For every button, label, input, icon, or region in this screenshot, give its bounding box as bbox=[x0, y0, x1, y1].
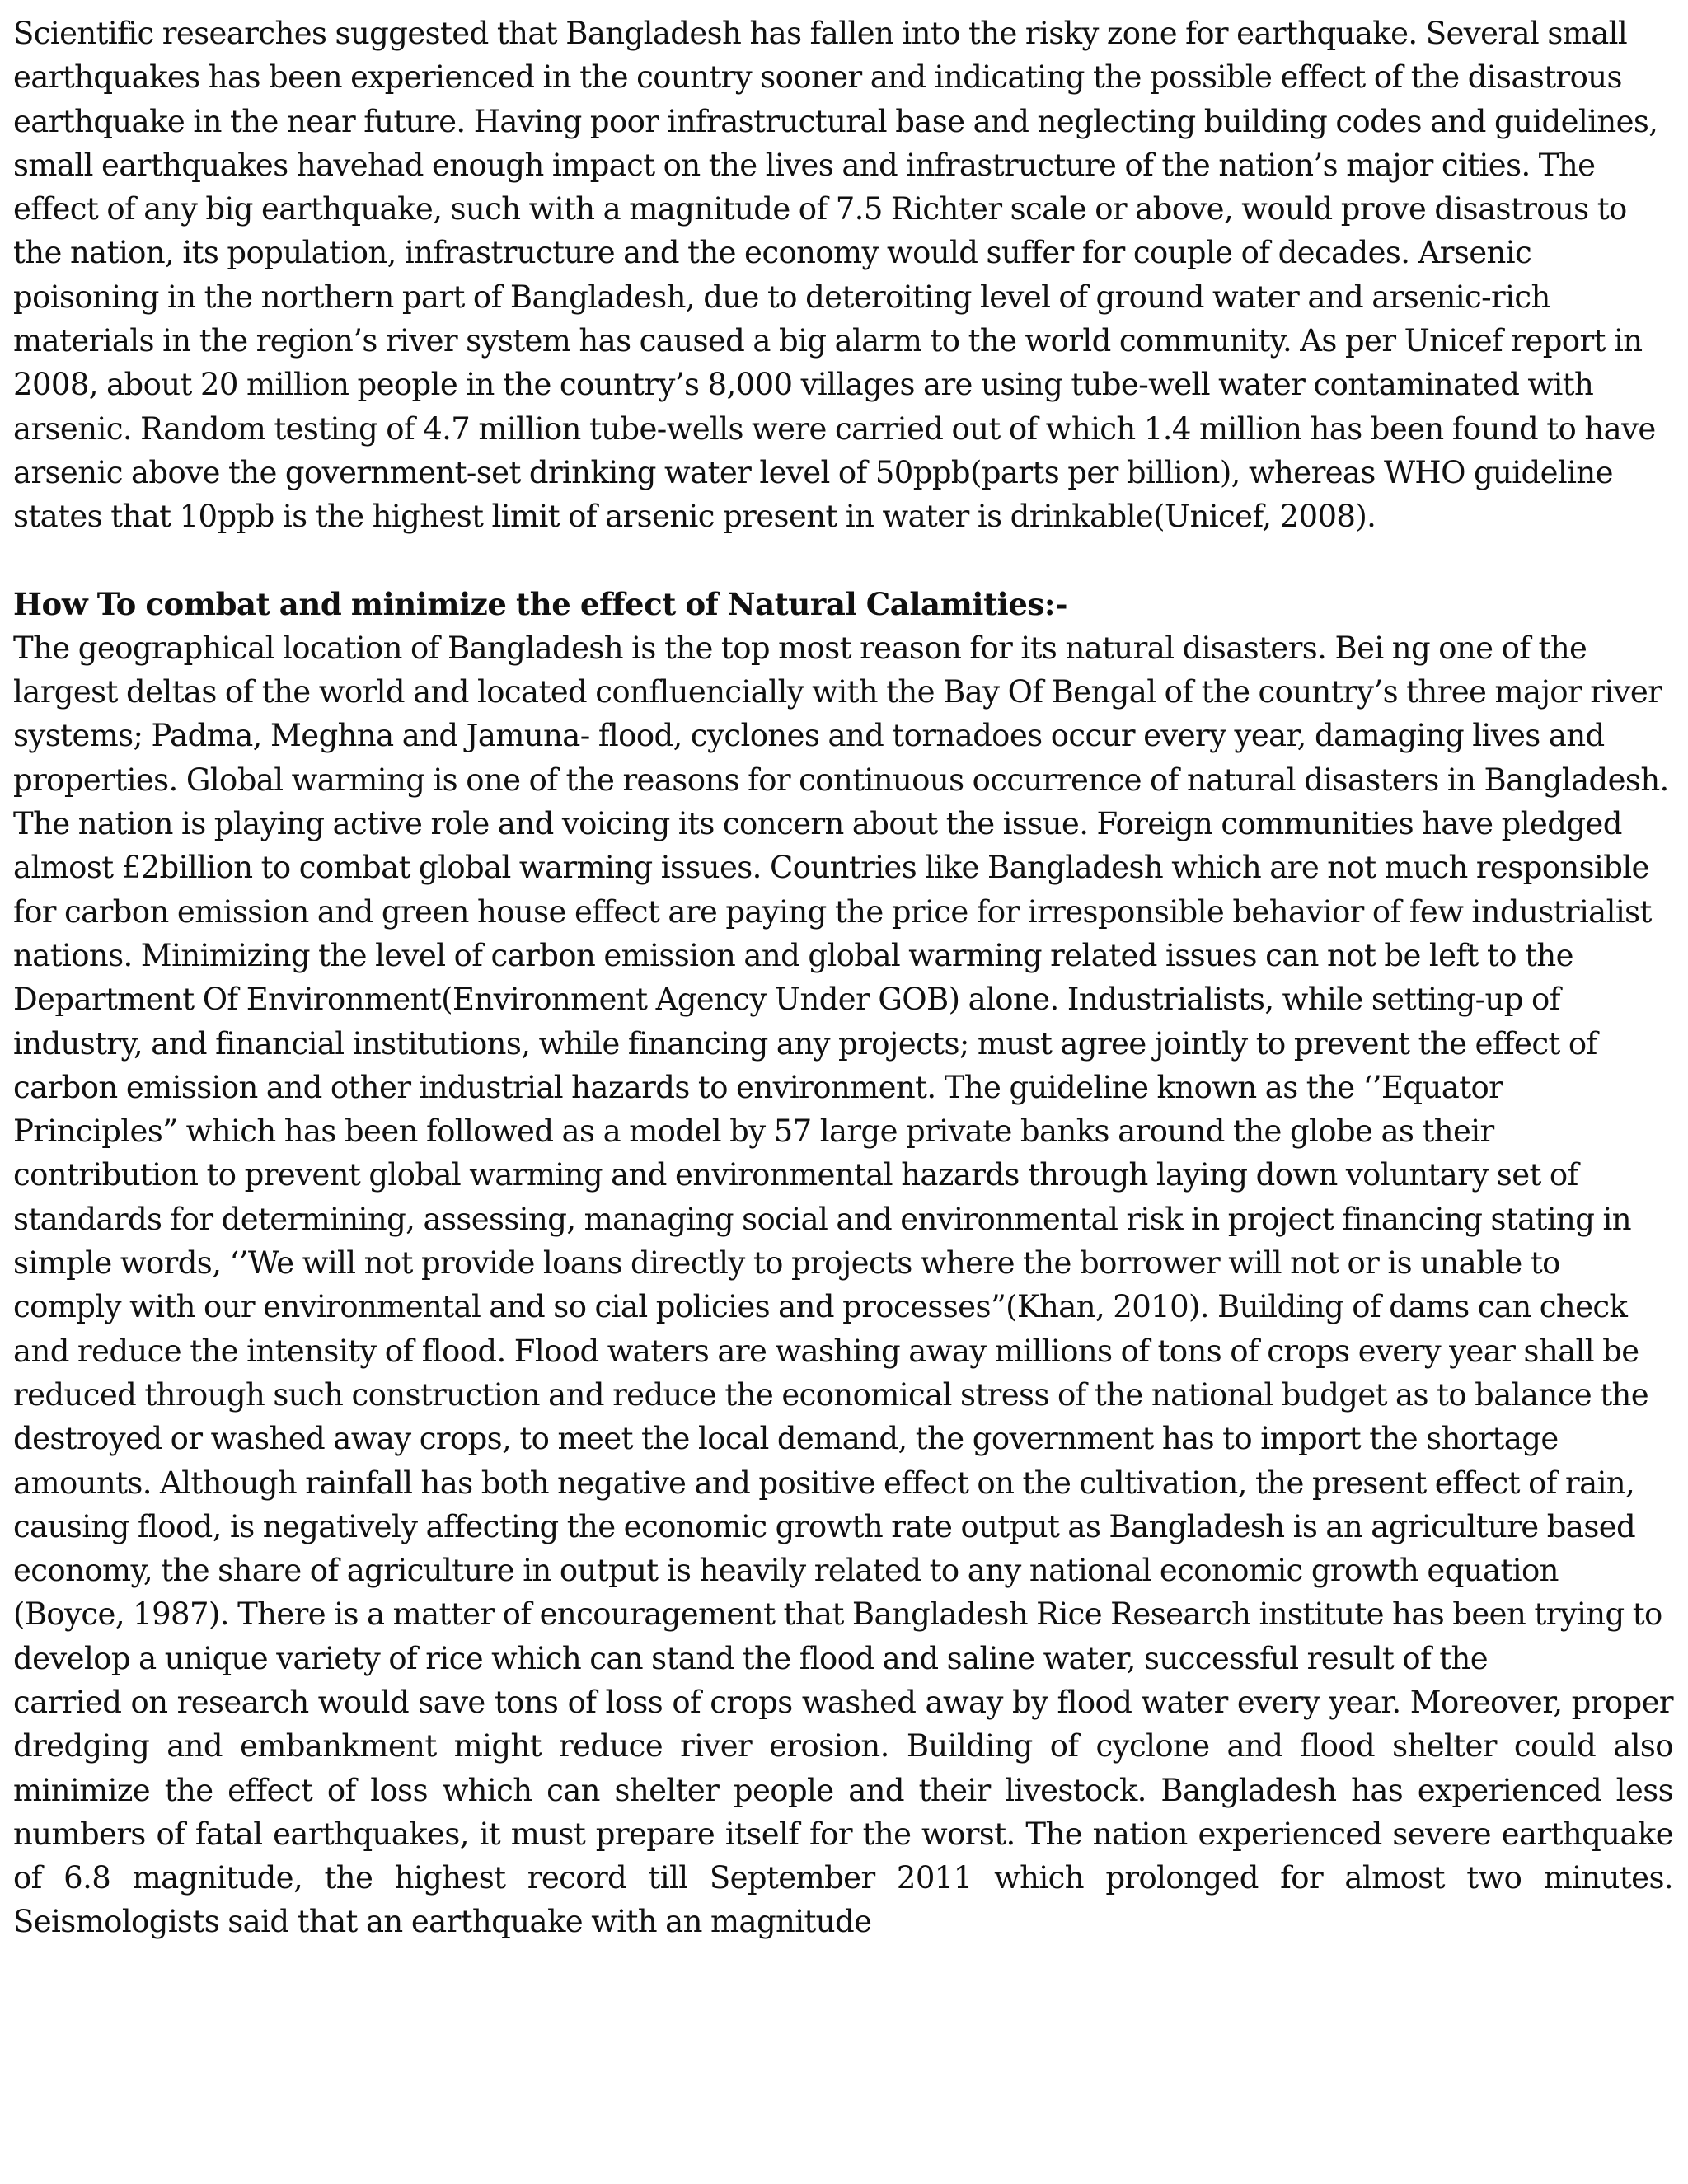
document-page bbox=[13, 12, 1673, 1944]
paragraph-combat-calamities: The geographical location of Bangladesh is the top most reason for its natural disasters. Bei ng one of the largest deltas of the world and located confluencially with the Bay Of Bengal of the country’s three major river systems; Padma, Meghna and Jamuna- flood, cyclones and tornadoes occur every year, damaging lives and properties. Global warming is one of the reasons for continuous occurrence of natural disasters in Bangladesh. The nation is playing active role and voicing its concern about the issue. Foreign communities have pledged almost £2billion to combat global warming issues. Countries like Bangladesh which are not much responsible for carbon emission and green house effect are paying the price for irresponsible behavior of few industrialist nations. Minimizing the level of carbon emission and global warming related issues can not be left to the Department Of Environment(Environment Agency Under GOB) alone. Industrialists, while setting-up of industry, and financial institutions, while financing any projects; must agree jointly to prevent the effect of carbon emission and other industrial hazards to environment. The guideline known as the ‘’Equator Principles” which has been followed as a model by 57 large private banks around the globe as their contribution to prevent global warming and environmental hazards through laying down voluntary set of standards for determining, assessing, managing social and environmental risk in project financing stating in simple words, ‘’We will not provide loans directly to projects where the borrower will not or is unable to comply with our environmental and so cial policies and processes”(Khan, 2010). Building of dams can check and reduce the intensity of flood. Flood waters are washing away millions of tons of crops every year shall be reduced through such construction and reduce the economical stress of the national budget as to balance the destroyed or washed away crops, to meet the local demand, the government has to import the shortage amounts. Although rainfall has both negative and positive effect on the cultivation, the present effect of rain, causing flood, is negatively affecting the economic growth rate output as Bangladesh is an agriculture based economy, the share of agriculture in output is heavily related to any national economic growth equation (Boyce, 1987). There is a matter of encouragement that Bangladesh Rice Research institute has been trying to develop a unique variety of rice which can stand the flood and saline water, successful result of the bbox=[13, 630, 1669, 1676]
paragraph-spacer bbox=[13, 539, 1673, 583]
paragraph-continued-research: carried on research would save tons of loss of crops washed away by flood water every year. Moreover, proper dredging and embankment might reduce river erosion. Building of cyclone and flood shelter could also minimize the effect of loss which can shelter people and their livestock. Bangladesh has experienced less numbers of fatal earthquakes, it must prepare itself for the worst. The nation experienced severe earthquake of 6.8 magnitude, the highest record till September 2011 which prolonged for almost two minutes. Seismologists said that an earthquake with an magnitude bbox=[13, 1684, 1673, 1940]
section-heading: How To combat and minimize the effect of Natural Calamities:- bbox=[13, 585, 1068, 622]
paragraph-earthquake-arsenic: Scientific researches suggested that Bangladesh has fallen into the risky zone for earthquake. Several small earthquakes has been experienced in the country sooner and indicating the possible effect of the disastrous earthquake in the near future. Having poor infrastructural base and neglecting building codes and guidelines, small earthquakes havehad enough impact on the lives and infrastructure of the nation’s major cities. The effect of any big earthquake, such with a magnitude of 7.5 Richter scale or above, would prove disastrous to the nation, its population, infrastructure and the economy would suffer for couple of decades. Arsenic poisoning in the northern part of Bangladesh, due to deteroiting level of ground water and arsenic-rich materials in the region’s river system has caused a big alarm to the world community. As per Unicef report in 2008, about 20 million people in the country’s 8,000 villages are using tube-well water contaminated with arsenic. Random testing of 4.7 million tube-wells were carried out of which 1.4 million has been found to have arsenic above the government-set drinking water level of 50ppb(parts per billion), whereas WHO guideline states that 10ppb is the highest limit of arsenic present in water is drinkable(Unicef, 2008). bbox=[13, 16, 1658, 535]
